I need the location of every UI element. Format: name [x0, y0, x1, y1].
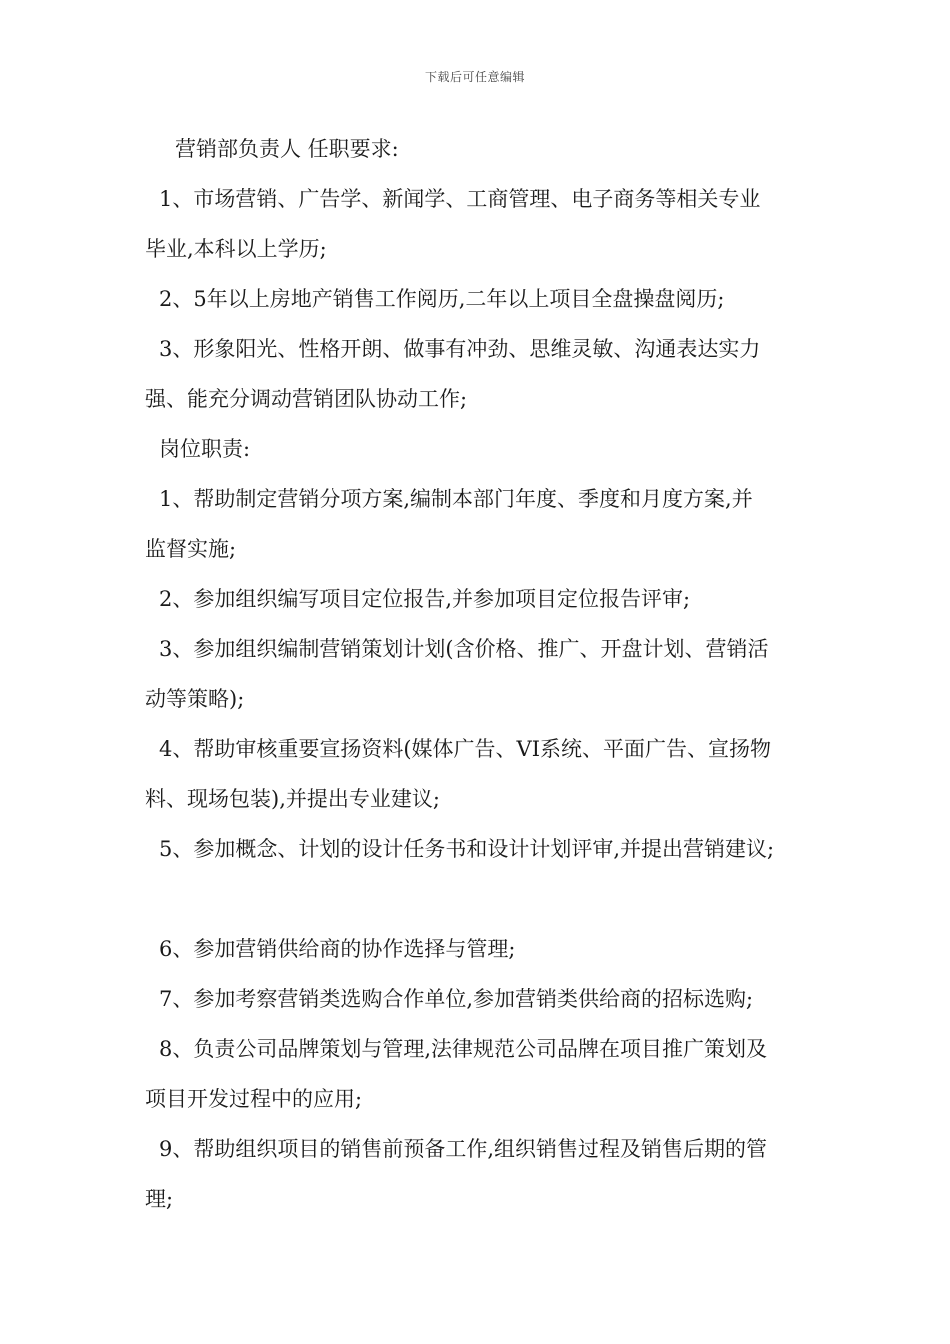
document-body	[145, 124, 815, 1224]
duty-8-line-1: 8、负责公司品牌策划与管理,法律规范公司品牌在项目推广策划及	[159, 1037, 768, 1061]
duty-7-line-1: 7、参加考察营销类选购合作单位,参加营销类供给商的招标选购;	[159, 987, 754, 1011]
duty-3-line-1: 3、参加组织编制营销策划计划(含价格、推广、开盘计划、营销活	[159, 637, 769, 661]
blank-line	[145, 874, 815, 924]
duty-1-line-1: 1、帮助制定营销分项方案,编制本部门年度、季度和月度方案,并	[159, 487, 753, 511]
requirement-3-line-2: 强、能充分调动营销团队协动工作;	[145, 387, 468, 411]
duty-3-line-2: 动等策略);	[145, 687, 245, 711]
duty-1-line-2: 监督实施;	[145, 537, 237, 561]
job-title-line: 营销部负责人 任职要求:	[175, 137, 399, 161]
duty-8-line-2: 项目开发过程中的应用;	[145, 1087, 363, 1111]
duty-9-line-1: 9、帮助组织项目的销售前预备工作,组织销售过程及销售后期的管	[159, 1137, 768, 1161]
requirement-1-line-2: 毕业,本科以上学历;	[145, 237, 327, 261]
requirement-3-line-1: 3、形象阳光、性格开朗、做事有冲劲、思维灵敏、沟通表达实力	[159, 337, 761, 361]
requirement-1-line-1: 1、市场营销、广告学、新闻学、工商管理、电子商务等相关专业	[159, 187, 761, 211]
duty-5-line-1: 5、参加概念、计划的设计任务书和设计计划评审,并提出营销建议;	[159, 837, 775, 861]
duty-9-line-2: 理;	[145, 1187, 174, 1211]
duty-2-line-1: 2、参加组织编写项目定位报告,并参加项目定位报告评审;	[159, 587, 691, 611]
duty-4-line-1: 4、帮助审核重要宣扬资料(媒体广告、VI系统、平面广告、宣扬物	[159, 737, 772, 761]
header-note: 下载后可任意编辑	[424, 70, 525, 84]
duty-4-line-2: 料、现场包装),并提出专业建议;	[145, 787, 440, 811]
duties-heading: 岗位职责:	[159, 437, 251, 461]
duty-6-line-1: 6、参加营销供给商的协作选择与管理;	[159, 937, 516, 961]
requirement-2-line-1: 2、5年以上房地产销售工作阅历,二年以上项目全盘操盘阅历;	[159, 287, 725, 311]
